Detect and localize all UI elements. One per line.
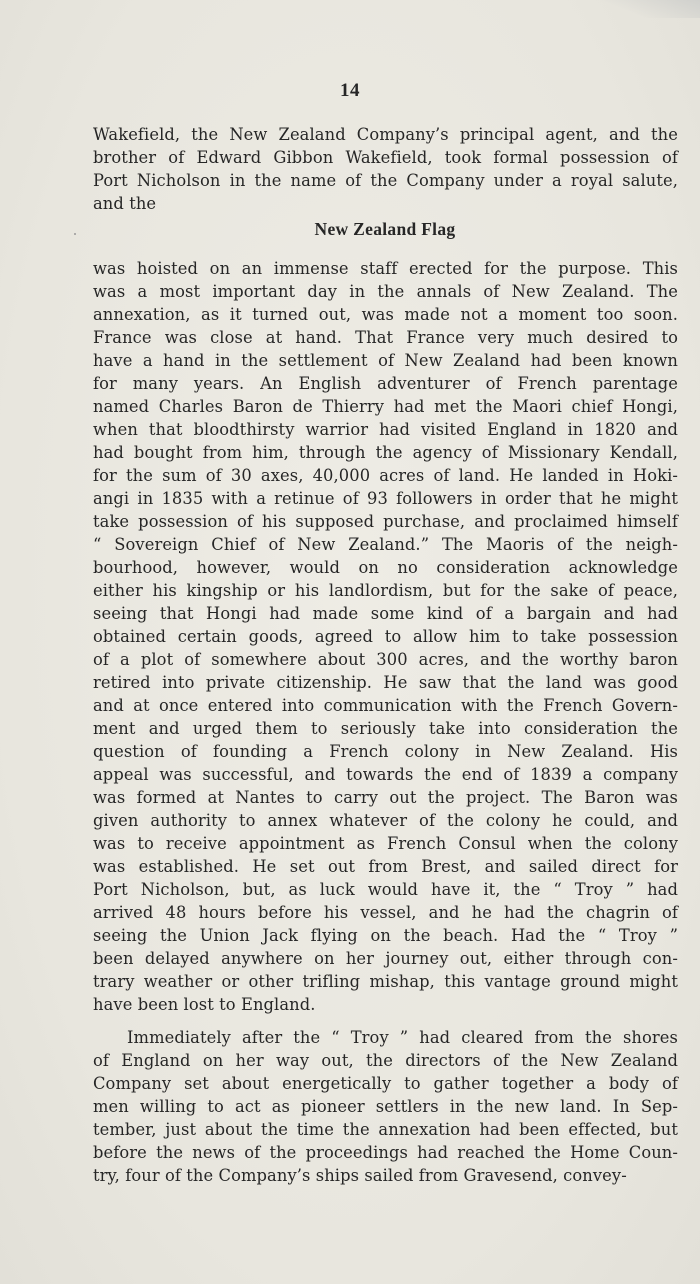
- text-line: brother of Edward Gibbon Wakefield, took formal possession of: [93, 148, 678, 167]
- text-line: when that bloodthirsty warrior had visited England in 1820 and: [93, 420, 678, 439]
- text-line: try, four of the Company’s ships sailed from Gravesend, convey-: [93, 1166, 627, 1185]
- text-line: before the news of the proceedings had reached the Home Coun-: [93, 1143, 678, 1162]
- text-line: was a most important day in the annals of New Zealand. The: [93, 282, 678, 301]
- text-line: Wakefield, the New Zealand Company’s principal agent, and the: [93, 125, 678, 144]
- text-line: retired into private citizenship. He saw that the land was good: [93, 673, 678, 692]
- text-line: arrived 48 hours before his vessel, and he had the chagrin of: [93, 903, 678, 922]
- text-line: question of founding a French colony in New Zealand. His: [93, 742, 678, 761]
- text-line: named Charles Baron de Thierry had met the Maori chief Hongi,: [93, 397, 678, 416]
- text-line: and at once entered into communication with the French Govern-: [93, 696, 678, 715]
- text-line: was hoisted on an immense staff erected for the purpose. This: [93, 259, 678, 278]
- text-line: men willing to act as pioneer settlers in the new land. In Sep-: [93, 1097, 678, 1116]
- text-line: obtained certain goods, agreed to allow him to take possession: [93, 627, 678, 646]
- text-line: of a plot of somewhere about 300 acres, and the worthy baron: [93, 650, 678, 669]
- text-line: given authority to annex whatever of the colony he could, and: [93, 811, 678, 830]
- text-line: Company set about energetically to gather together a body of: [93, 1074, 678, 1093]
- text-line: tember, just about the time the annexation had been effected, but: [93, 1120, 678, 1139]
- text-line: trary weather or other trifling mishap, this vantage ground might: [93, 972, 678, 991]
- text-line: for many years. An English adventurer of French parentage: [93, 374, 678, 393]
- page-corner-shadow: [600, 0, 700, 18]
- text-line: France was close at hand. That France very much desired to: [93, 328, 678, 347]
- text-line: either his kingship or his landlordism, but for the sake of peace,: [93, 581, 678, 600]
- text-line: ment and urged them to seriously take into consideration the: [93, 719, 678, 738]
- text-line: of England on her way out, the directors of the New Zealand: [93, 1051, 678, 1070]
- paragraph-3: [93, 1026, 678, 1187]
- text-line: annexation, as it turned out, was made not a moment too soon.: [93, 305, 678, 324]
- text-line: Port Nicholson in the name of the Company under a royal salute,: [93, 171, 678, 190]
- paragraph-2: [93, 257, 678, 1016]
- text-line: been delayed anywhere on her journey out, either through con-: [93, 949, 678, 968]
- text-line: was formed at Nantes to carry out the project. The Baron was: [93, 788, 678, 807]
- text-line: have been lost to England.: [93, 995, 316, 1014]
- text-line: “ Sovereign Chief of New Zealand.” The Maoris of the neigh-: [93, 535, 678, 554]
- paper-speck: [74, 233, 76, 235]
- text-line: Port Nicholson, but, as luck would have it, the “ Troy ” had: [93, 880, 678, 899]
- text-line: for the sum of 30 axes, 40,000 acres of land. He landed in Hoki-: [93, 466, 678, 485]
- text-line: angi in 1835 with a retinue of 93 followers in order that he might: [93, 489, 678, 508]
- text-line: Immediately after the “ Troy ” had cleared from the shores: [127, 1028, 678, 1047]
- text-line: appeal was successful, and towards the end of 1839 a company: [93, 765, 678, 784]
- text-line: was to receive appointment as French Consul when the colony: [93, 834, 678, 853]
- text-line: was established. He set out from Brest, and sailed direct for: [93, 857, 678, 876]
- text-line: seeing that Hongi had made some kind of a bargain and had: [93, 604, 678, 623]
- text-line: seeing the Union Jack flying on the beach. Had the “ Troy ”: [93, 926, 678, 945]
- text-line: have a hand in the settlement of New Zealand had been known: [93, 351, 678, 370]
- text-line: bourhood, however, would on no consideration acknowledge: [93, 558, 678, 577]
- text-line: had bought from him, through the agency of Missionary Kendall,: [93, 443, 678, 462]
- text-line: and the: [93, 194, 157, 213]
- paragraph-1: [93, 123, 678, 215]
- page-number: 14: [340, 80, 360, 101]
- text-line: take possession of his supposed purchase, and proclaimed himself: [93, 512, 678, 531]
- section-heading: New Zealand Flag: [314, 219, 456, 239]
